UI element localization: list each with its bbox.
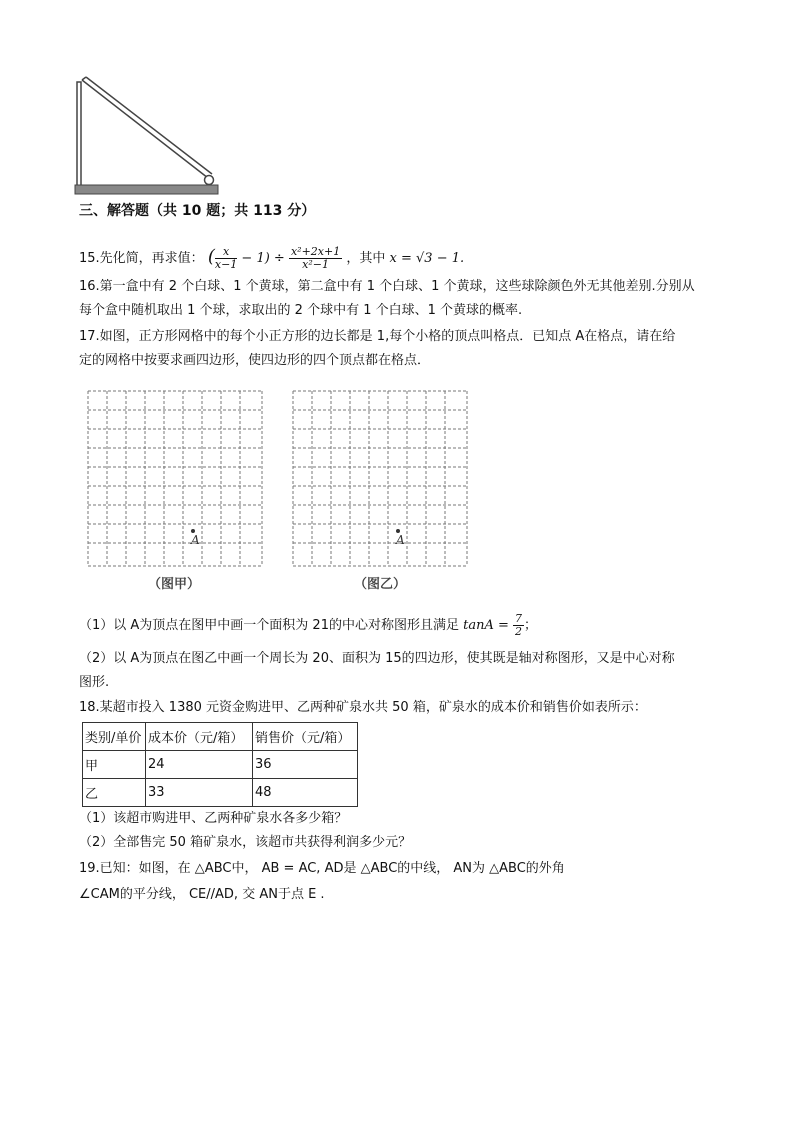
q15-open: ( [207,246,215,267]
price-table [82,722,358,807]
question-15 [79,244,719,272]
question-17-part1 [79,612,719,640]
table-header-row [83,723,358,751]
question-17-line2: 定的网格中按要求画四边形，使四边形的四个顶点都在格点． [79,353,431,368]
grid-jia-caption: （图甲） [148,577,201,592]
q15-frac1-num: x [215,246,237,259]
q15-div: ÷ [273,251,285,266]
question-16-line1: 16.第一盒中有 2 个白球、1 个黄球，第二盒中有 1 个白球、1 个黄球，这些球除颜色外无其他差别.分别从 [79,279,695,294]
q17-part1-text: （1）以 A为顶点在图甲中画一个面积为 21的中心对称图形且满足 [79,618,459,633]
table-cell: 33 [146,779,253,807]
q15-mid: ，其中 [346,251,386,266]
q17-part1-frac [513,613,524,638]
q17-part1-tan: tanA = [463,618,509,633]
question-18-intro: 18.某超市投入 1380 元资金购进甲、乙两种矿泉水共 50 箱，矿泉水的成本价和销售价如表所示： [79,700,647,715]
point-a-label-jia: A [191,533,200,547]
q17-part1-frac-num: 7 [515,612,523,625]
q15-frac1 [215,246,237,271]
grid-jia [87,390,263,568]
question-18-part1: （1）该超市购进甲、乙两种矿泉水各多少箱？ [79,811,348,826]
q15-minus-one: − 1) [237,251,270,266]
q15-frac2 [289,246,342,271]
table-row [83,779,358,807]
table-header-cell: 成本价（元/箱） [146,723,253,751]
question-17-part2-line2: 图形. [79,675,110,690]
table-cell: 甲 [83,751,146,779]
question-17-line1: 17.如图，正方形网格中的每个小正方形的边长都是 1,每个小格的顶点叫格点．已知点 A在格点，请在给 [79,329,676,344]
q15-prefix: 15.先化简，再求值： [79,251,204,266]
q17-part1-end: ； [524,618,538,633]
question-18-part2: （2）全部售完 50 箱矿泉水，该超市共获得利润多少元？ [79,835,412,850]
table-cell: 乙 [83,779,146,807]
q17-part1-frac-den: 2 [515,625,523,638]
q15-frac2-den: x²−1 [302,258,330,271]
q15-frac1-den: x−1 [214,258,238,271]
question-16-line2: 每个盒中随机取出 1 个球，求取出的 2 个球中有 1 个白球、1 个黄球的概率. [79,303,523,318]
grid-yi [292,390,468,568]
question-17-part2-line1: （2）以 A为顶点在图乙中画一个周长为 20、面积为 15的四边形，使其既是轴对称图形，又是中心对称 [79,651,675,666]
section-heading: 三、解答题（共 10 题；共 113 分） [79,203,316,219]
table-cell: 48 [253,779,358,807]
table-row [83,751,358,779]
table-cell: 36 [253,751,358,779]
q15-frac2-num: x²+2x+1 [290,245,341,258]
point-a-label-yi: A [396,533,405,547]
question-19-line2: ∠CAM的平分线， CE//AD, 交 AN于点 E . [79,887,325,902]
grid-yi-caption: （图乙） [354,577,407,592]
table-header-cell: 销售价（元/箱） [253,723,358,751]
table-cell: 24 [146,751,253,779]
pole-diagram [72,74,222,198]
question-19-line1: 19.已知：如图，在 △ABC中， AB = AC, AD是 △ABC的中线， AN为 △ABC的外角 [79,861,565,876]
q15-given: x = √3 − 1. [389,251,465,266]
table-header-cell: 类别/单价 [83,723,146,751]
